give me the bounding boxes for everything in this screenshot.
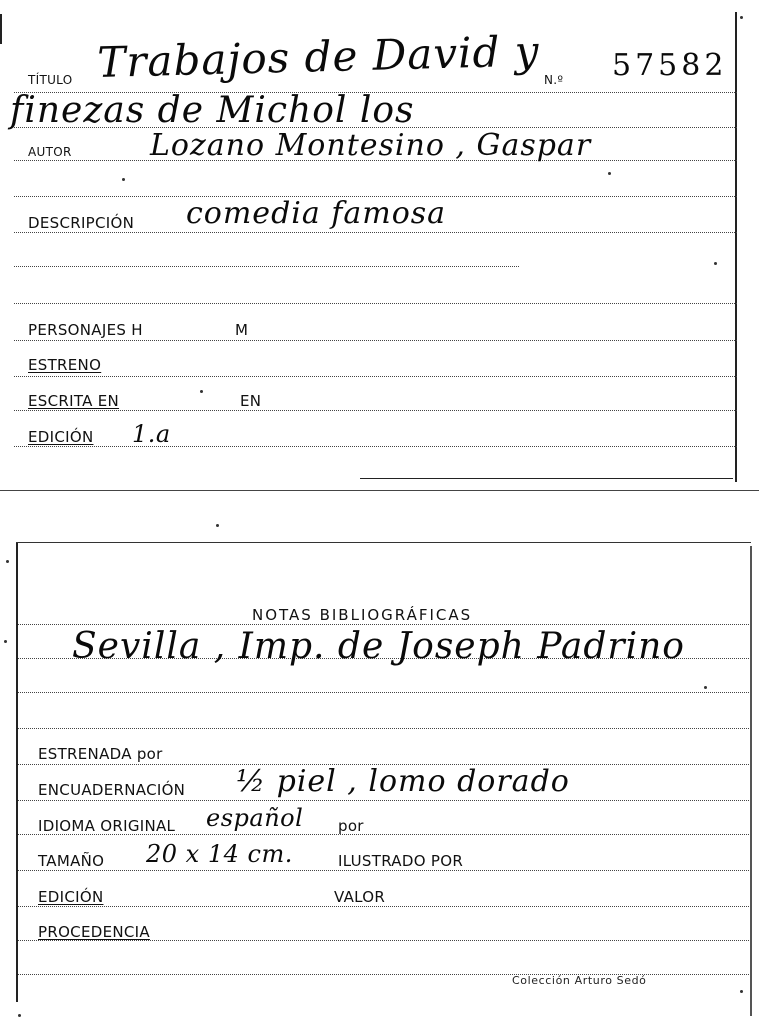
ink-speck (608, 172, 611, 175)
ink-speck (4, 640, 7, 643)
estreno-label: ESTRENO (28, 356, 102, 374)
rule-line (18, 800, 749, 801)
ink-speck (740, 990, 743, 993)
catalog-card-front (0, 0, 759, 492)
idioma-value: español (206, 804, 304, 832)
estrenada-label: ESTRENADA por (38, 745, 163, 763)
personajes-label: PERSONAJES H (28, 321, 143, 339)
rule-line (18, 870, 749, 871)
catalog-card-back (0, 520, 759, 1028)
rule-line (14, 410, 737, 411)
tamano-value: 20 x 14 cm. (146, 840, 293, 868)
procedencia-label: PROCEDENCIA (38, 923, 150, 941)
ink-speck (122, 178, 125, 181)
ink-speck (740, 16, 743, 19)
ink-speck (704, 686, 707, 689)
rule-line (14, 376, 737, 377)
descripcion-label: DESCRIPCIÓN (28, 214, 135, 232)
ink-speck (200, 390, 203, 393)
card-border-bottom-inner (360, 478, 733, 479)
autor-label: AUTOR (28, 145, 72, 159)
rule-line (18, 692, 749, 693)
ink-speck (216, 524, 219, 527)
titulo-value-continued: finezas de Michol los (10, 90, 415, 131)
card-border-top-left (0, 14, 2, 44)
card-border-left (16, 542, 18, 1002)
rule-line (14, 340, 737, 341)
rule-line (14, 266, 519, 267)
coleccion-credit: Colección Arturo Sedó (512, 974, 647, 987)
idioma-label: IDIOMA ORIGINAL (38, 817, 176, 835)
rule-line (14, 303, 737, 304)
card-border-right (735, 12, 737, 482)
ink-speck (714, 262, 717, 265)
tamano-label: TAMAÑO (38, 852, 105, 870)
idioma-por-label: por (338, 817, 364, 835)
ink-speck (18, 1014, 21, 1017)
card-border-top (16, 542, 751, 543)
rule-line (14, 446, 737, 447)
notas-heading: NOTAS BIBLIOGRÁFICAS (252, 606, 473, 624)
titulo-value: Trabajos de David y (96, 26, 541, 88)
escrita-label: ESCRITA EN (28, 392, 120, 410)
numero-label: N.º (544, 73, 564, 87)
rule-line (18, 728, 749, 729)
card-border-right (750, 546, 752, 1016)
ilustrado-label: ILUSTRADO POR (338, 852, 464, 870)
autor-value: Lozano Montesino , Gaspar (150, 128, 592, 163)
valor-label: VALOR (334, 888, 386, 906)
escrita-en-label: EN (240, 392, 262, 410)
encuadernacion-label: ENCUADERNACIÓN (38, 781, 186, 799)
edicion-value: 1.a (132, 420, 171, 448)
personajes-m-label: M (235, 321, 249, 339)
card-border-bottom (0, 490, 759, 491)
numero-value: 57582 (612, 48, 728, 83)
rule-line (14, 232, 737, 233)
rule-line (18, 906, 749, 907)
notas-value: Sevilla , Imp. de Joseph Padrino (72, 626, 685, 667)
ink-speck (6, 560, 9, 563)
rule-line (18, 624, 749, 625)
encuadernacion-value: ½ piel , lomo dorado (236, 764, 570, 799)
edicion-label: EDICIÓN (38, 888, 104, 906)
titulo-label: TÍTULO (28, 73, 73, 87)
descripcion-value: comedia famosa (186, 196, 447, 231)
edicion-label: EDICIÓN (28, 428, 94, 446)
